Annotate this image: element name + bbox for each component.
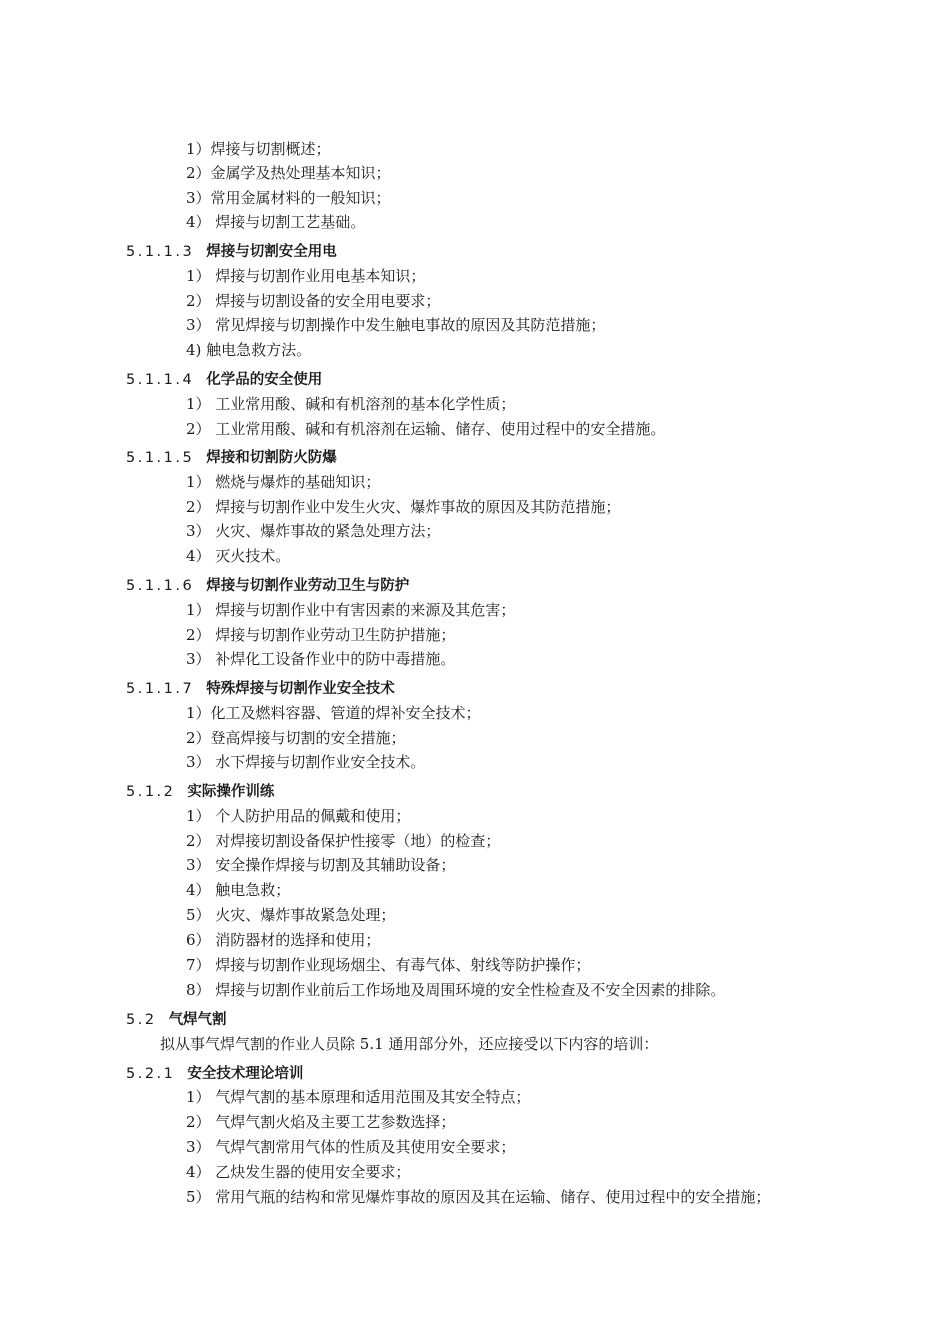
- list-item: 2）登高焊接与切割的安全措施；: [186, 729, 406, 747]
- list-item: 1） 焊接与切割作业用电基本知识；: [186, 267, 426, 285]
- list-item: 4） 灭火技术。: [186, 547, 291, 565]
- section-title: 焊接与切割作业劳动卫生与防护: [206, 578, 410, 594]
- section-number: 5.2: [126, 1012, 157, 1028]
- list-item: 2） 焊接与切割作业中发生火灾、爆炸事故的原因及其防范措施；: [186, 498, 621, 516]
- list-item: 2） 焊接与切割设备的安全用电要求；: [186, 292, 441, 310]
- list-item: 3） 水下焊接与切割作业安全技术。: [186, 753, 426, 771]
- section-title: 化学品的安全使用: [206, 372, 323, 388]
- list-item: 3）常用金属材料的一般知识；: [186, 189, 391, 207]
- section-heading: [126, 576, 409, 596]
- list-item: 3） 火灾、爆炸事故的紧急处理方法；: [186, 522, 441, 540]
- list-item: 2） 对焊接切割设备保护性接零（地）的检查；: [186, 832, 501, 850]
- section-title: 安全技术理论培训: [187, 1066, 304, 1082]
- section-heading: [126, 1064, 303, 1084]
- list-item: 1）化工及燃料容器、管道的焊补安全技术；: [186, 704, 481, 722]
- list-item: 7） 焊接与切割作业现场烟尘、有毒气体、射线等防护操作；: [186, 956, 591, 974]
- section-number: 5.1.1.5: [126, 450, 195, 466]
- list-item: 3） 气焊气割常用气体的性质及其使用安全要求；: [186, 1138, 516, 1156]
- list-item: 1） 燃烧与爆炸的基础知识；: [186, 473, 381, 491]
- list-item: 1） 气焊气割的基本原理和适用范围及其安全特点；: [186, 1088, 531, 1106]
- section-title: 实际操作训练: [187, 784, 275, 800]
- list-item: 3） 补焊化工设备作业中的防中毒措施。: [186, 650, 456, 668]
- list-item: 4） 乙炔发生器的使用安全要求；: [186, 1163, 411, 1181]
- list-item: 8） 焊接与切割作业前后工作场地及周围环境的安全性检查及不安全因素的排除。: [186, 981, 726, 999]
- list-item: 1） 焊接与切割作业中有害因素的来源及其危害；: [186, 601, 516, 619]
- list-item: 1） 工业常用酸、碱和有机溶剂的基本化学性质；: [186, 395, 516, 413]
- list-item: 2） 工业常用酸、碱和有机溶剂在运输、储存、使用过程中的安全措施。: [186, 420, 666, 438]
- list-item: 4） 触电急救；: [186, 881, 291, 899]
- section-title: 焊接和切割防火防爆: [206, 450, 337, 466]
- list-item: 4） 焊接与切割工艺基础。: [186, 213, 366, 231]
- list-item: 6） 消防器材的选择和使用；: [186, 931, 381, 949]
- section-number: 5.2.1: [126, 1066, 176, 1082]
- section-heading: [126, 242, 337, 262]
- section-heading: [126, 370, 322, 390]
- section-number: 5.1.1.3: [126, 244, 195, 260]
- list-item: 5） 常用气瓶的结构和常见爆炸事故的原因及其在运输、储存、使用过程中的安全措施；: [186, 1188, 771, 1206]
- list-item: 2） 焊接与切割作业劳动卫生防护措施；: [186, 626, 456, 644]
- section-number: 5.1.1.4: [126, 372, 195, 388]
- section-paragraph: 拟从事气焊气割的作业人员除 5.1 通用部分外，还应接受以下内容的培训：: [160, 1035, 659, 1053]
- list-item: 1）焊接与切割概述；: [186, 140, 331, 158]
- list-item: 2）金属学及热处理基本知识；: [186, 164, 391, 182]
- section-title: 焊接与切割安全用电: [206, 244, 337, 260]
- list-item: 5） 火灾、爆炸事故紧急处理；: [186, 906, 396, 924]
- section-number: 5.1.1.6: [126, 578, 195, 594]
- section-heading: [126, 448, 337, 468]
- list-item: 3） 常见焊接与切割操作中发生触电事故的原因及其防范措施；: [186, 316, 606, 334]
- section-number: 5.1.2: [126, 784, 176, 800]
- section-title: 气焊气割: [168, 1012, 227, 1028]
- list-item: 1） 个人防护用品的佩戴和使用；: [186, 807, 411, 825]
- list-item: 4) 触电急救方法。: [186, 341, 312, 359]
- section-heading: [126, 679, 395, 699]
- section-number: 5.1.1.7: [126, 681, 195, 697]
- section-heading: [126, 782, 274, 802]
- list-item: 3） 安全操作焊接与切割及其辅助设备；: [186, 856, 456, 874]
- list-item: 2） 气焊气割火焰及主要工艺参数选择；: [186, 1113, 456, 1131]
- section-heading: [126, 1010, 227, 1030]
- section-title: 特殊焊接与切割作业安全技术: [206, 681, 395, 697]
